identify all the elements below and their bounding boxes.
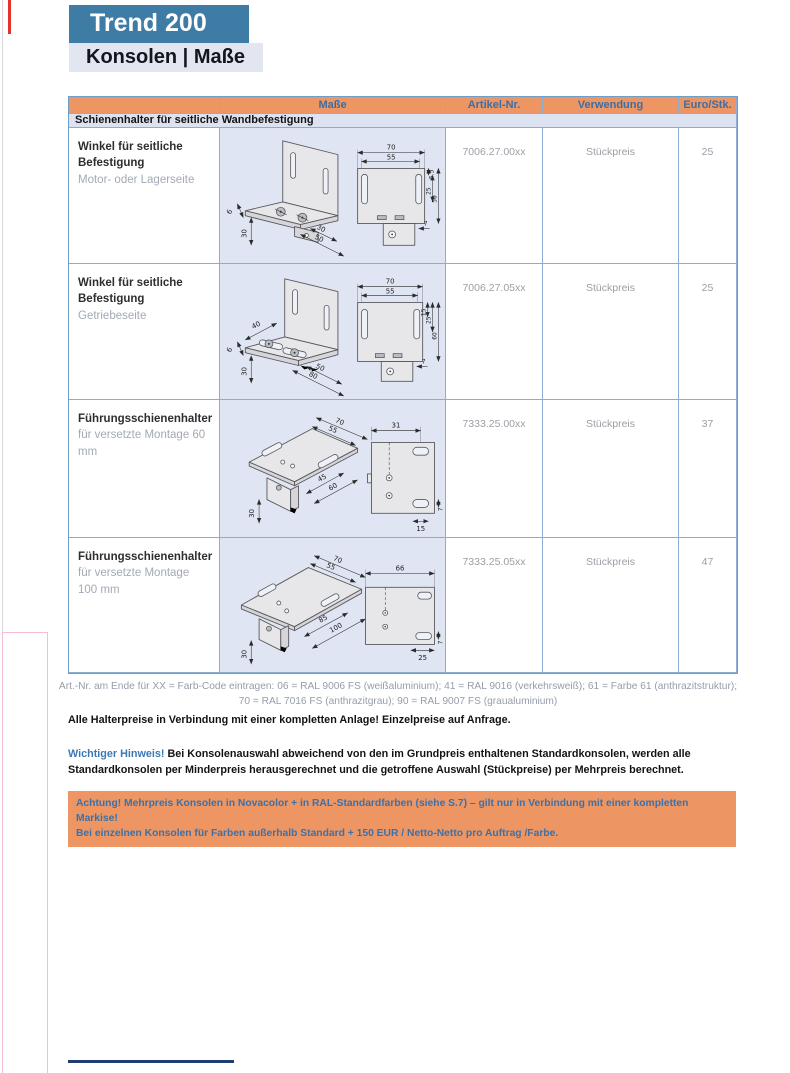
table-row-1-name	[69, 128, 220, 264]
product-variant: Getriebeseite	[78, 309, 147, 322]
product-name: Führungsschienenhalter	[78, 551, 213, 563]
product-variant: Motor- oder Lagerseite	[78, 173, 195, 186]
dim-label: 45	[315, 471, 328, 484]
dim-label: 85	[316, 613, 329, 625]
dim-label: 25	[426, 186, 433, 195]
achtung-line-2: Bei einzelnen Konsolen für Farben außerhalb Standard + 150 EUR / Netto-Netto pro Auftrag /Farbe.	[76, 828, 559, 839]
table-row-2-verwendung: Stückpreis	[543, 264, 679, 400]
dim-label: 30	[314, 222, 327, 234]
col-header-name	[69, 97, 220, 114]
product-name: Winkel für seitliche Befestigung	[78, 141, 183, 170]
dim-label: 25	[426, 315, 433, 324]
dim-label: 50	[431, 194, 438, 203]
dim-label: 60	[326, 480, 339, 493]
section-header: Schienenhalter für seitliche Wandbefestigung	[69, 114, 737, 128]
product-variant: für versetzte Montage 100 mm	[78, 567, 190, 596]
table-row-2-artikel: 7006.27.05xx	[446, 264, 543, 400]
achtung-box	[68, 791, 736, 847]
farbcode-line-1: Art.-Nr. am Ende für XX = Farb-Code eintragen: 06 = RAL 9006 FS (weißaluminium); 41 = RAL 9016 (verkehrsweiß); 61 = Farbe 61 (anthrazitstruktur);	[58, 681, 738, 692]
table-row-3-artikel: 7333.25.00xx	[446, 400, 543, 538]
table-row-3-name	[69, 400, 220, 538]
achtung-line-1: Achtung! Mehrpreis Konsolen in Novacolor + in RAL-Standardfarben (siehe S.7) – gilt nur in Verbindung mit einer kompletten Markise!	[76, 798, 689, 824]
col-header-artikel: Artikel-Nr.	[446, 97, 543, 114]
table-row-4-verwendung: Stückpreis	[543, 538, 679, 673]
dim-label: 55	[324, 561, 336, 573]
table-row-3-euro: 37	[679, 400, 737, 538]
table-row-1-euro: 25	[679, 128, 737, 264]
dim-label: 66	[395, 564, 404, 573]
dim-label: 7	[437, 640, 444, 645]
pink-margin-box	[2, 632, 48, 1073]
dim-label: 70	[333, 415, 345, 427]
table-row-2-euro: 25	[679, 264, 737, 400]
dim-label: 25	[417, 654, 427, 663]
dim-label: 31	[391, 421, 400, 430]
farbcode-note	[58, 679, 738, 709]
dim-label: 15	[421, 308, 428, 316]
dim-label: 70	[385, 277, 395, 286]
product-variant: für versetzte Montage 60 mm	[78, 429, 206, 458]
table-row-2-name	[69, 264, 220, 400]
table-row-1-artikel: 7006.27.00xx	[446, 128, 543, 264]
halterpreise-note: Alle Halterpreise in Verbindung mit einer kompletten Anlage! Einzelpreise auf Anfrage.	[68, 714, 511, 726]
table-row-1-drawing-cell	[220, 128, 446, 264]
footer-rule	[68, 1060, 234, 1063]
col-header-euro: Euro/Stk.	[679, 97, 737, 114]
dim-label: 55	[386, 153, 396, 162]
red-registration-mark	[8, 0, 11, 34]
dim-label: 15	[415, 524, 425, 533]
dim-label: 70	[386, 143, 396, 152]
table-row-3-verwendung: Stückpreis	[543, 400, 679, 538]
technical-drawing-schienenhalter-100	[221, 538, 445, 672]
dim-label: 30	[239, 366, 248, 376]
page-subtitle: Konsolen | Maße	[69, 43, 263, 72]
dim-label: 50	[313, 361, 326, 373]
dim-label: 7	[421, 359, 426, 366]
page-title: Trend 200	[69, 5, 249, 43]
table-row-4-artikel: 7333.25.05xx	[446, 538, 543, 673]
table-row-4-drawing-cell	[220, 538, 446, 673]
dim-label: 6	[224, 345, 234, 354]
technical-drawing-schienenhalter-60	[221, 401, 445, 537]
dim-label: 40	[249, 319, 262, 331]
table-row-2-drawing-cell	[220, 264, 446, 400]
dim-label: 60	[431, 331, 438, 340]
dim-label: 30	[247, 508, 256, 518]
dim-label: 55	[326, 423, 338, 435]
farbcode-line-2: 70 = RAL 7016 FS (anthrazitgrau); 90 = RAL 9007 FS (graualuminium)	[238, 696, 558, 707]
table-row-4-name	[69, 538, 220, 673]
hinweis-label: Wichtiger Hinweis!	[68, 748, 165, 760]
dim-label: 50	[312, 232, 325, 244]
dim-label: 70	[331, 554, 343, 566]
dim-label: 80	[307, 369, 319, 381]
table-row-1-verwendung: Stückpreis	[543, 128, 679, 264]
dim-label: 55	[385, 287, 395, 296]
technical-drawing-winkel-getriebeseite	[221, 265, 445, 399]
dim-label: 7	[423, 221, 428, 228]
dim-label: 6	[224, 207, 234, 216]
product-name: Führungsschienenhalter	[78, 413, 213, 425]
dim-label: 100	[327, 621, 344, 635]
col-header-masse: Maße	[220, 97, 446, 114]
wichtiger-hinweis	[68, 746, 740, 778]
product-table	[68, 96, 738, 674]
dim-label: 30	[239, 649, 248, 659]
table-row-4-euro: 47	[679, 538, 737, 673]
col-header-verwendung: Verwendung	[543, 97, 679, 114]
dim-label: 5.5	[429, 169, 435, 179]
dim-label: 30	[239, 228, 248, 238]
product-name: Winkel für seitliche Befestigung	[78, 277, 183, 306]
hinweis-text: Bei Konsolenauswahl abweichend von den im Grundpreis enthaltenen Standardkonsolen, werden alle Standardkonsolen per Minderpreis herausgerechnet und die getroffene Auswahl (Stückpreise) per Mehrpreis berechnet.	[68, 748, 691, 776]
table-row-3-drawing-cell	[220, 400, 446, 538]
dim-label: 7	[437, 507, 444, 511]
technical-drawing-winkel-motorseite	[221, 129, 445, 263]
